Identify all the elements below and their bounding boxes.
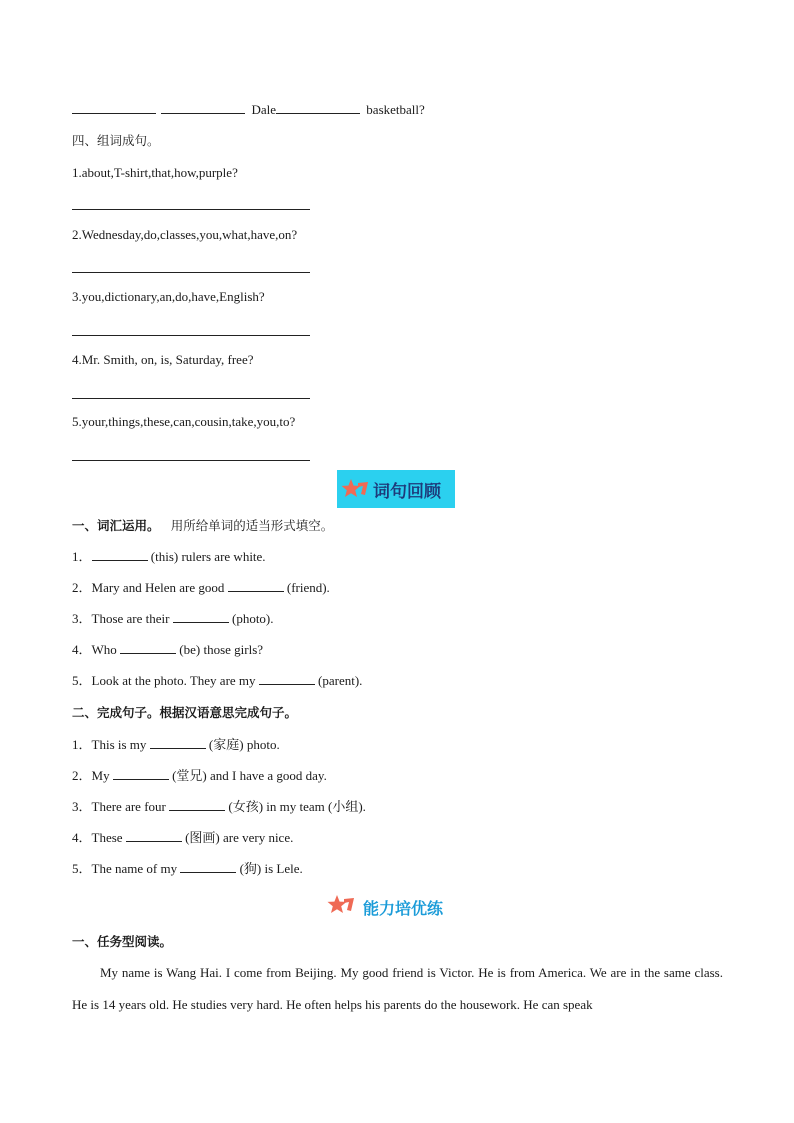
- vocab-item-4: [72, 641, 263, 659]
- answer-line-5[interactable]: [72, 460, 310, 461]
- item-text-post: (女孩) in my team (小组).: [225, 799, 366, 814]
- complete-item-1: [72, 736, 280, 754]
- vocab-heading-b: 用所给单词的适当形式填空。: [170, 518, 334, 533]
- item-number: 2．: [72, 768, 92, 783]
- vocab-item-3: [72, 610, 274, 628]
- item-number: 3．: [72, 611, 92, 626]
- item-text-post: (be) those girls?: [176, 642, 264, 657]
- vocab-item-1: [72, 548, 266, 566]
- vocab-item-2: [72, 579, 330, 597]
- answer-blank[interactable]: [113, 767, 169, 780]
- word-order-item-2: 2.Wednesday,do,classes,you,what,have,on?: [72, 227, 298, 242]
- item-number: 1．: [72, 737, 92, 752]
- item-number: 5．: [72, 673, 92, 688]
- item-text-post: (photo).: [228, 611, 274, 626]
- vocab-heading-a: 一、词汇运用。: [72, 518, 160, 533]
- answer-blank[interactable]: [173, 610, 229, 623]
- complete-item-2: [72, 767, 327, 785]
- complete-item-5: [72, 860, 303, 878]
- section-heading-word-order: 四、组词成句。: [72, 133, 160, 148]
- item-number: 2．: [72, 580, 92, 595]
- item-text-pre: Those are their: [91, 611, 173, 626]
- answer-blank[interactable]: [120, 641, 176, 654]
- word-order-item-4: 4.Mr. Smith, on, is, Saturday, free?: [72, 352, 254, 367]
- item-text-post: (this) rulers are white.: [147, 549, 266, 564]
- item-text-post: (parent).: [314, 673, 363, 688]
- item-text-post: (狗) is Lele.: [236, 861, 303, 876]
- answer-blank[interactable]: [169, 798, 225, 811]
- item-text-post: (图画) are very nice.: [181, 830, 294, 845]
- item-text-pre: The name of my: [91, 861, 181, 876]
- item-text-pre: These: [91, 830, 126, 845]
- item-number: 3．: [72, 799, 92, 814]
- answer-blank[interactable]: [180, 860, 236, 873]
- item-text-post: (friend).: [283, 580, 330, 595]
- answer-line-4[interactable]: [72, 398, 310, 399]
- item-text-pre: Look at the photo. They are my: [91, 673, 259, 688]
- star-icon: [327, 893, 357, 921]
- item-number: 4．: [72, 642, 92, 657]
- answer-line-2[interactable]: [72, 272, 310, 273]
- answer-blank[interactable]: [150, 736, 206, 749]
- item-text-pre: My: [91, 768, 113, 783]
- word-order-item-5: 5.your,things,these,can,cousin,take,you,to?: [72, 414, 296, 429]
- section-banner-ability: [327, 894, 443, 920]
- item-text-post: (家庭) photo.: [205, 737, 280, 752]
- answer-blank[interactable]: [72, 101, 156, 114]
- reading-paragraph: My name is Wang Hai. I come from Beijing. My good friend is Victor. He is from America. We are in the same class. He is 14 years old. He studies very hard. He often helps his parents do the housework. He can speak: [72, 965, 723, 1012]
- item-number: 5．: [72, 861, 92, 876]
- answer-blank[interactable]: [161, 101, 245, 114]
- item-text-pre: This is my: [91, 737, 150, 752]
- item-number: 1．: [72, 549, 92, 564]
- answer-blank[interactable]: [276, 101, 360, 114]
- section-banner-review: [337, 470, 455, 508]
- star-icon: [341, 477, 371, 501]
- item-text-pre: There are four: [91, 799, 170, 814]
- word-basketball: basketball?: [366, 102, 425, 117]
- answer-blank[interactable]: [126, 829, 182, 842]
- answer-line-3[interactable]: [72, 335, 310, 336]
- banner-title: 词句回顾: [373, 481, 441, 502]
- section-heading-vocab: [72, 517, 333, 535]
- item-text-post: (堂兄) and I have a good day.: [168, 768, 327, 783]
- item-text-pre: Mary and Helen are good: [91, 580, 228, 595]
- section-heading-reading: 一、任务型阅读。: [72, 934, 173, 949]
- complete-item-3: [72, 798, 366, 816]
- section-heading-complete: 二、完成句子。根据汉语意思完成句子。: [72, 705, 298, 720]
- answer-line-1[interactable]: [72, 209, 310, 210]
- word-order-item-1: 1.about,T-shirt,that,how,purple?: [72, 165, 238, 180]
- item-text-pre: Who: [91, 642, 121, 657]
- word-dale: Dale: [251, 102, 277, 117]
- banner-title: 能力培优练: [363, 898, 444, 918]
- complete-item-4: [72, 829, 293, 847]
- vocab-item-5: [72, 672, 362, 690]
- question-line-basketball: [72, 101, 425, 119]
- answer-blank[interactable]: [92, 548, 148, 561]
- word-order-item-3: 3.you,dictionary,an,do,have,English?: [72, 289, 265, 304]
- answer-blank[interactable]: [259, 672, 315, 685]
- answer-blank[interactable]: [228, 579, 284, 592]
- item-number: 4．: [72, 830, 92, 845]
